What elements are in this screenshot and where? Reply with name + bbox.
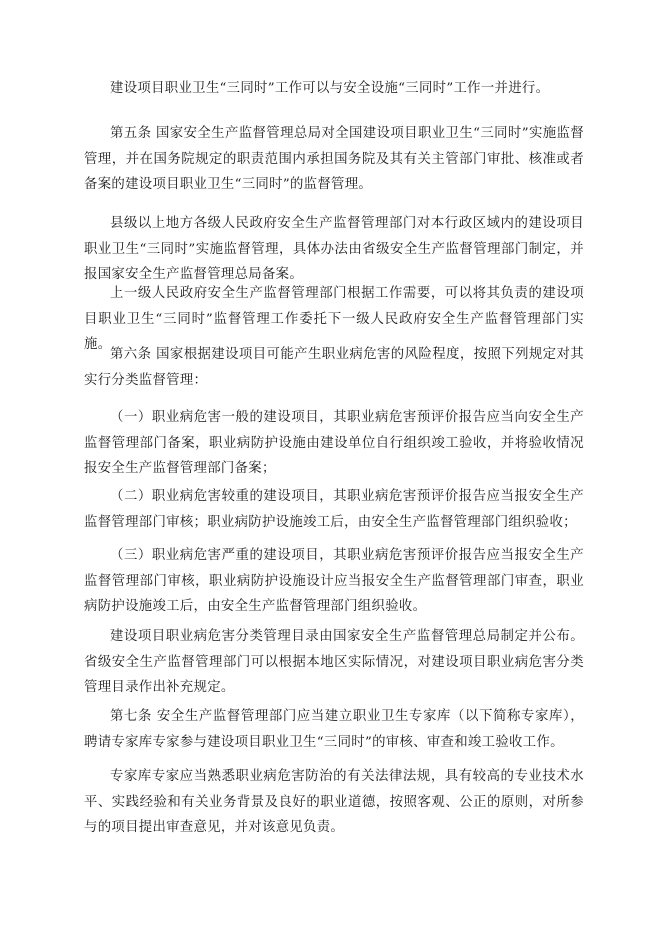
paragraph-article-5: 第五条 国家安全生产监督管理总局对全国建设项目职业卫生“三同时”实施监督管理，并在国务院规定的职责范围内承担国务院及其有关主管部门审批、核准或者备案的建设项目职业卫生“三同时”的监督管理。 <box>84 126 584 192</box>
paragraph-article-6: 第六条 国家根据建设项目可能产生职业病危害的风险程度，按照下列规定对其实行分类监督管理： <box>84 347 584 388</box>
paragraph-item-2: （二）职业病危害较重的建设项目，其职业病危害预评价报告应当报安全生产监督管理部门审核；职业病防护设施竣工后，由安全生产监督管理部门组织验收； <box>84 489 584 530</box>
paragraph-joint-implementation: 建设项目职业卫生“三同时”工作可以与安全设施“三同时”工作一并进行。 <box>110 81 550 96</box>
paragraph-item-1: （一）职业病危害一般的建设项目，其职业病危害预评价报告应当向安全生产监督管理部门备案，职业病防护设施由建设单位自行组织竣工验收，并将验收情况报安全生产监督管理部门备案； <box>84 410 584 476</box>
paragraph-delegation: 上一级人民政府安全生产监督管理部门根据工作需要，可以将其负责的建设项目职业卫生“三同时”监督管理工作委托下一级人民政府安全生产监督管理部门实施。 <box>84 286 584 352</box>
paragraph-article-7: 第七条 安全生产监督管理部门应当建立职业卫生专家库（以下简称专家库），聘请专家库专家参与建设项目职业卫生“三同时”的审核、审查和竣工验收工作。 <box>84 709 584 750</box>
paragraph-classification-catalog: 建设项目职业病危害分类管理目录由国家安全生产监督管理总局制定并公布。省级安全生产监督管理部门可以根据本地区实际情况，对建设项目职业病危害分类管理目录作出补充规定。 <box>84 629 584 695</box>
paragraph-item-3: （三）职业病危害严重的建设项目，其职业病危害预评价报告应当报安全生产监督管理部门审核，职业病防护设施设计应当报安全生产监督管理部门审查，职业病防护设施竣工后，由安全生产监督管理部门组织验收。 <box>84 548 584 614</box>
paragraph-expert-requirements: 专家库专家应当熟悉职业病危害防治的有关法律法规，具有较高的专业技术水平、实践经验和有关业务背景及良好的职业道德，按照客观、公正的原则，对所参与的项目提出审查意见，并对该意见负责。 <box>84 769 584 835</box>
paragraph-county-level: 县级以上地方各级人民政府安全生产监督管理部门对本行政区域内的建设项目职业卫生“三同时”实施监督管理，具体办法由省级安全生产监督管理部门制定，并报国家安全生产监督管理总局备案。 <box>84 216 584 282</box>
